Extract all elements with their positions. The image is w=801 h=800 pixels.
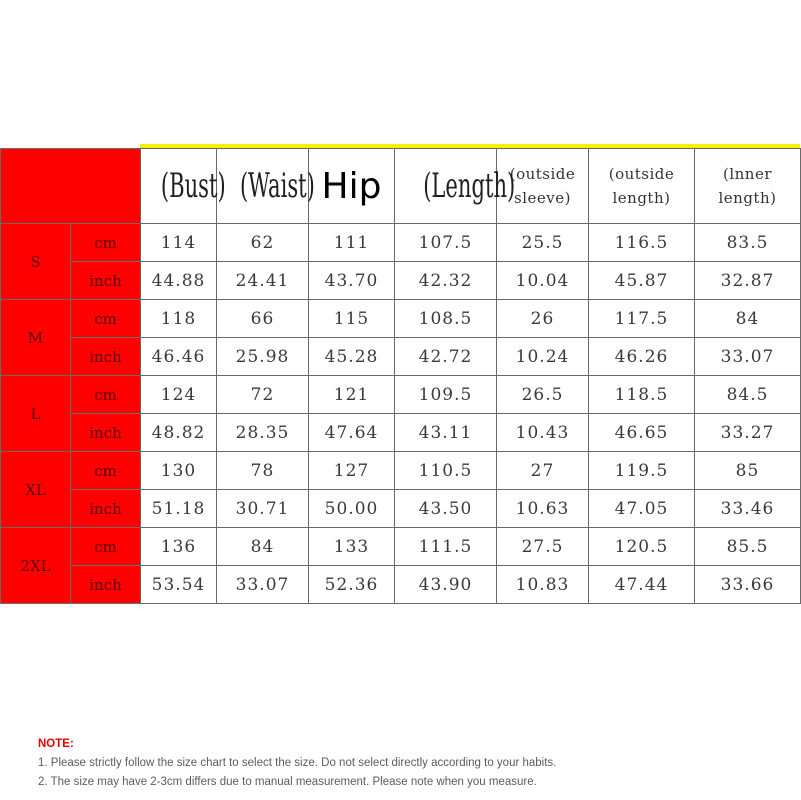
measurement-cell: 32.87 (695, 262, 801, 300)
measurement-cell: 33.27 (695, 414, 801, 452)
unit-label: inch (71, 338, 141, 376)
unit-label: inch (71, 490, 141, 528)
measurement-cell: 47.05 (589, 490, 695, 528)
size-notes (38, 735, 556, 792)
measurement-cell: 45.28 (309, 338, 395, 376)
table-row (1, 566, 801, 604)
measurement-cell: 10.24 (497, 338, 589, 376)
measurement-cell: 127 (309, 452, 395, 490)
measurement-cell: 28.35 (217, 414, 309, 452)
measurement-cell: 52.36 (309, 566, 395, 604)
measurement-cell: 109.5 (395, 376, 497, 414)
measurement-cell: 10.63 (497, 490, 589, 528)
measurement-cell: 111 (309, 224, 395, 262)
measurement-cell: 118.5 (589, 376, 695, 414)
measurement-cell: 43.90 (395, 566, 497, 604)
header-row (1, 149, 801, 224)
measurement-cell: 33.66 (695, 566, 801, 604)
measurement-cell: 50.00 (309, 490, 395, 528)
measurement-cell: 30.71 (217, 490, 309, 528)
measurement-cell: 119.5 (589, 452, 695, 490)
measurement-cell: 24.41 (217, 262, 309, 300)
header-outside-length: (outside length) (589, 149, 695, 224)
unit-label: inch (71, 262, 141, 300)
size-label: S (1, 224, 71, 300)
table-row (1, 452, 801, 490)
measurement-cell: 45.87 (589, 262, 695, 300)
note-title: NOTE: (38, 738, 74, 750)
measurement-cell: 124 (141, 376, 217, 414)
header-bust: (Bust) (141, 149, 217, 224)
size-label: 2XL (1, 528, 71, 604)
measurement-cell: 27 (497, 452, 589, 490)
unit-label: inch (71, 414, 141, 452)
note-item-2: 2. The size may have 2-3cm differs due to manual measurement. Please note when you measure. (38, 776, 537, 788)
measurement-cell: 115 (309, 300, 395, 338)
measurement-cell: 107.5 (395, 224, 497, 262)
measurement-cell: 46.46 (141, 338, 217, 376)
measurement-cell: 33.07 (217, 566, 309, 604)
table-row (1, 376, 801, 414)
unit-label: cm (71, 528, 141, 566)
measurement-cell: 46.65 (589, 414, 695, 452)
measurement-cell: 116.5 (589, 224, 695, 262)
size-label: L (1, 376, 71, 452)
size-label: M (1, 300, 71, 376)
measurement-cell: 46.26 (589, 338, 695, 376)
table-row (1, 528, 801, 566)
measurement-cell: 51.18 (141, 490, 217, 528)
measurement-cell: 111.5 (395, 528, 497, 566)
measurement-cell: 25.5 (497, 224, 589, 262)
measurement-cell: 43.70 (309, 262, 395, 300)
measurement-cell: 62 (217, 224, 309, 262)
measurement-cell: 136 (141, 528, 217, 566)
table-row (1, 224, 801, 262)
measurement-cell: 114 (141, 224, 217, 262)
measurement-cell: 42.32 (395, 262, 497, 300)
measurement-cell: 120.5 (589, 528, 695, 566)
size-label: XL (1, 452, 71, 528)
measurement-cell: 72 (217, 376, 309, 414)
note-item-1: 1. Please strictly follow the size chart to select the size. Do not select directly according to your habits. (38, 757, 557, 769)
measurement-cell: 85.5 (695, 528, 801, 566)
measurement-cell: 43.11 (395, 414, 497, 452)
table-row (1, 300, 801, 338)
measurement-cell: 25.98 (217, 338, 309, 376)
measurement-cell: 42.72 (395, 338, 497, 376)
measurement-cell: 44.88 (141, 262, 217, 300)
measurement-cell: 26 (497, 300, 589, 338)
measurement-cell: 10.83 (497, 566, 589, 604)
unit-label: cm (71, 300, 141, 338)
measurement-cell: 43.50 (395, 490, 497, 528)
measurement-cell: 84 (695, 300, 801, 338)
measurement-cell: 27.5 (497, 528, 589, 566)
measurement-cell: 33.46 (695, 490, 801, 528)
measurement-cell: 66 (217, 300, 309, 338)
header-waist: (Waist) (217, 149, 309, 224)
measurement-cell: 133 (309, 528, 395, 566)
unit-label: cm (71, 224, 141, 262)
table-row (1, 414, 801, 452)
size-chart-table (0, 148, 801, 604)
unit-label: cm (71, 376, 141, 414)
measurement-cell: 83.5 (695, 224, 801, 262)
unit-label: cm (71, 452, 141, 490)
measurement-cell: 33.07 (695, 338, 801, 376)
measurement-cell: 47.64 (309, 414, 395, 452)
measurement-cell: 10.04 (497, 262, 589, 300)
header-hip: Hip (309, 149, 395, 224)
table-row (1, 338, 801, 376)
unit-label: inch (71, 566, 141, 604)
measurement-cell: 130 (141, 452, 217, 490)
measurement-cell: 84.5 (695, 376, 801, 414)
measurement-cell: 48.82 (141, 414, 217, 452)
measurement-cell: 121 (309, 376, 395, 414)
measurement-cell: 47.44 (589, 566, 695, 604)
table-row (1, 490, 801, 528)
header-outside-sleeve: (outside sleeve) (497, 149, 589, 224)
header-corner-cell (1, 149, 141, 224)
table-row (1, 262, 801, 300)
measurement-cell: 108.5 (395, 300, 497, 338)
measurement-cell: 10.43 (497, 414, 589, 452)
measurement-cell: 26.5 (497, 376, 589, 414)
measurement-cell: 117.5 (589, 300, 695, 338)
header-inner-length: (lnner length) (695, 149, 801, 224)
measurement-cell: 118 (141, 300, 217, 338)
measurement-cell: 84 (217, 528, 309, 566)
header-length: (Length) (395, 149, 497, 224)
measurement-cell: 110.5 (395, 452, 497, 490)
measurement-cell: 53.54 (141, 566, 217, 604)
measurement-cell: 85 (695, 452, 801, 490)
measurement-cell: 78 (217, 452, 309, 490)
